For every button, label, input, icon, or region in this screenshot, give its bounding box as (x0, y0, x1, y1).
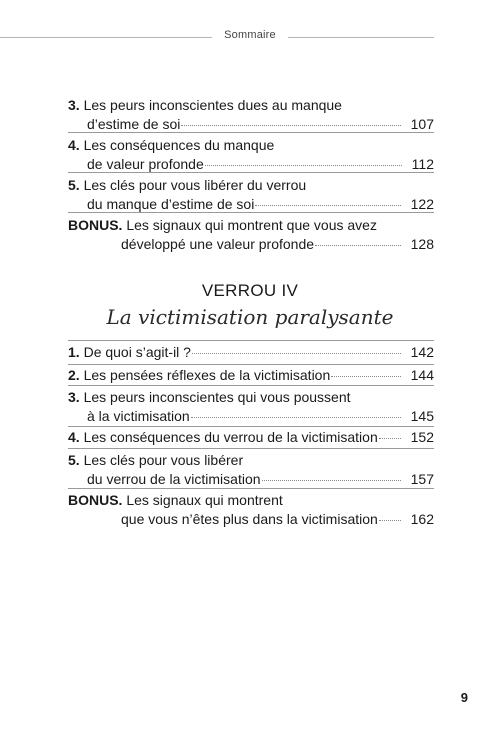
toc-entry (68, 428, 434, 447)
entry-text: Les clés pour vous libérer (79, 452, 244, 468)
entry-text-cont: du verrou de la victimisation (87, 471, 261, 487)
entry-page: 142 (410, 344, 434, 360)
entry-text-cont: que vous n’êtes plus dans la victimisation (121, 511, 378, 527)
dot-leader (262, 480, 401, 481)
entry-text: Les conséquences du manque (79, 137, 275, 153)
header-title: Sommaire (224, 29, 276, 41)
entry-number: 4. (68, 137, 80, 153)
dot-leader (379, 438, 401, 439)
entry-page: 162 (410, 511, 434, 527)
page-number: 9 (460, 690, 468, 705)
entry-text-cont: à la victimisation (87, 408, 190, 424)
dot-leader (331, 376, 400, 377)
dot-leader (191, 417, 401, 418)
entry-separator (68, 364, 434, 365)
entry-number: 1. (68, 344, 80, 360)
toc-entry (68, 343, 434, 362)
header-rule-right (288, 37, 434, 38)
toc-entry (68, 366, 434, 385)
header-rule-left (0, 37, 212, 38)
entry-separator (68, 132, 434, 133)
toc-entry (68, 491, 434, 529)
entry-page: 128 (410, 236, 434, 252)
running-header (0, 29, 500, 45)
entry-separator (68, 488, 434, 489)
entry-page: 122 (410, 196, 434, 212)
entry-separator (68, 212, 434, 213)
entry-page: 157 (410, 471, 434, 487)
dot-leader (181, 125, 400, 126)
entry-text-cont: de valeur profonde (87, 156, 204, 172)
entry-separator (68, 426, 434, 427)
toc-entry (68, 388, 434, 426)
entry-number: 2. (68, 367, 80, 383)
entry-page: 144 (410, 367, 434, 383)
section-subtitle: La victimisation paralysante (106, 305, 394, 329)
entry-separator (68, 448, 434, 449)
entry-number: 4. (68, 429, 80, 445)
dot-leader (315, 245, 401, 246)
entry-text-cont: d’estime de soi (87, 116, 181, 132)
entry-number: 5. (68, 177, 80, 193)
entry-text-cont: du manque d’estime de soi (87, 196, 255, 212)
entry-text: Les pensées réflexes de la victimisation (79, 367, 331, 383)
entry-number: 5. (68, 452, 80, 468)
entry-text: Les signaux qui montrent (122, 492, 283, 508)
entry-text: Les peurs inconscientes qui vous poussent (79, 389, 351, 405)
entry-number: BONUS. (68, 492, 123, 508)
entry-page: 107 (410, 116, 434, 132)
entry-separator (68, 340, 434, 341)
entry-separator (68, 385, 434, 386)
toc-entry (68, 96, 434, 134)
section-heading: VERROU IV (201, 281, 299, 300)
entry-number: 3. (68, 389, 80, 405)
entry-text-cont: développé une valeur profonde (121, 236, 315, 252)
entry-text: Les clés pour vous libérer du verrou (79, 177, 307, 193)
entry-number: 3. (68, 97, 80, 113)
toc-entry (68, 136, 434, 174)
entry-number: BONUS. (68, 217, 123, 233)
dot-leader (255, 205, 400, 206)
entry-text: De quoi s’agit-il ? (79, 344, 191, 360)
entry-text: Les conséquences du verrou de la victimisation (79, 429, 378, 445)
entry-text: Les signaux qui montrent que vous avez (122, 217, 377, 233)
entry-page: 152 (410, 429, 434, 445)
entry-page: 145 (410, 408, 434, 424)
entry-separator (68, 172, 434, 173)
toc-entry (68, 216, 434, 254)
entry-page: 112 (411, 156, 434, 172)
entry-text: Les peurs inconscientes dues au manque (79, 97, 342, 113)
dot-leader (205, 165, 402, 166)
toc-entry (68, 176, 434, 214)
toc-entry (68, 451, 434, 489)
dot-leader (379, 520, 401, 521)
dot-leader (192, 353, 401, 354)
